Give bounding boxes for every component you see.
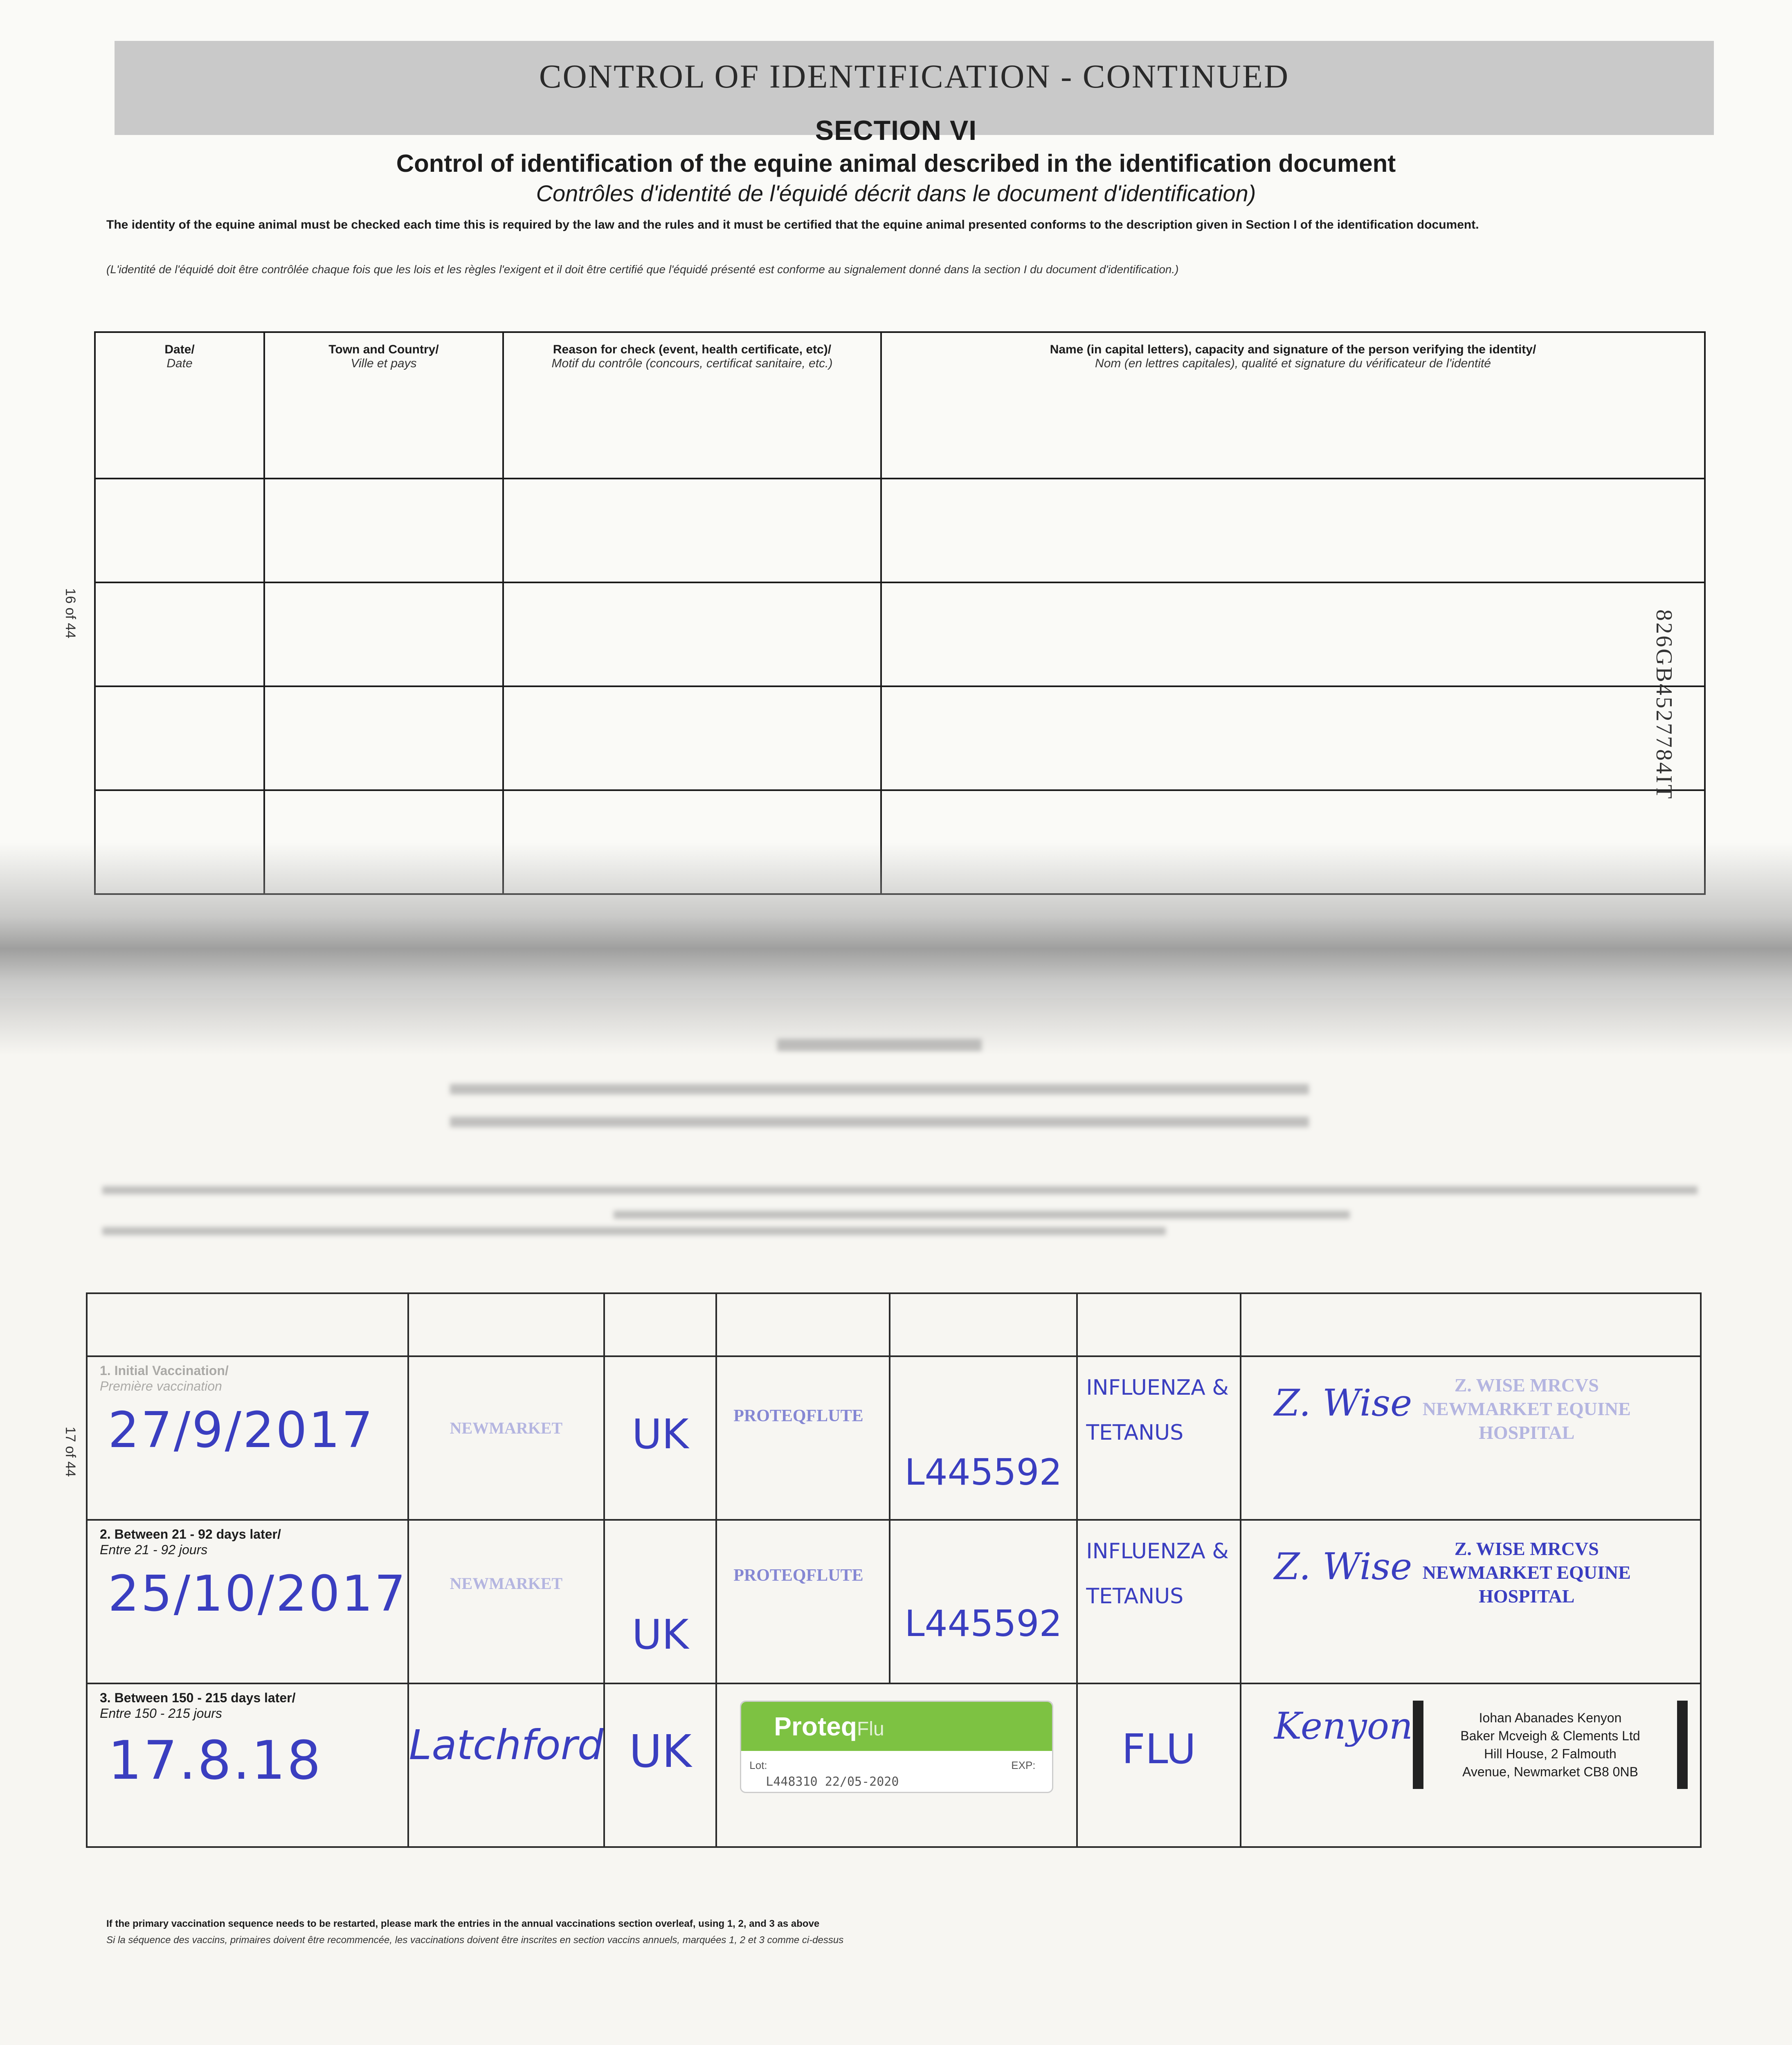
blurred-text-line (450, 1117, 1309, 1127)
vacc-date-cell[interactable] (87, 1520, 408, 1683)
vacc-country: UK (632, 1410, 689, 1458)
table-cell[interactable] (881, 686, 1705, 790)
vacc-col-date (87, 1293, 408, 1356)
identification-table (94, 331, 1706, 895)
vacc-date: 27/9/2017 (108, 1402, 375, 1459)
vacc-vet-cell[interactable] (1241, 1683, 1701, 1847)
col-reason-fr: Motif du contrôle (concours, certificat sanitaire, etc.) (551, 357, 833, 370)
sticker-exp-label: EXP: (1011, 1759, 1036, 1771)
row-label (88, 1521, 407, 1557)
vacc-disease: INFLUENZA & TETANUS (1086, 1375, 1229, 1445)
vacc-country-cell[interactable] (604, 1520, 716, 1683)
footer-note-en: If the primary vaccination sequence needs to be restarted, please mark the entries in the annual vaccinations section overleaf, using 1, 2, and 3 as above (106, 1918, 820, 1929)
vacc-disease-cell[interactable] (1077, 1356, 1241, 1520)
sticker-lot-label: Lot: (749, 1759, 767, 1771)
vacc-disease-cell[interactable] (1077, 1683, 1241, 1847)
vacc-date-cell[interactable] (87, 1683, 408, 1847)
table-cell[interactable] (95, 479, 264, 582)
row-label-en: 1. Initial Vaccination/ (100, 1363, 229, 1378)
vacc-vet-cell[interactable] (1241, 1520, 1701, 1683)
vet-signature: Kenyon (1274, 1705, 1413, 1748)
vacc-place: NEWMARKET (450, 1574, 563, 1593)
table-cell[interactable] (264, 686, 503, 790)
table-cell[interactable] (881, 479, 1705, 582)
col-town-en: Town and Country/ (328, 343, 439, 356)
vacc-disease: FLU (1122, 1725, 1196, 1773)
vacc-col-place (408, 1293, 605, 1356)
vacc-country: UK (629, 1725, 692, 1778)
vet-stamp-line: Avenue, Newmarket CB8 0NB (1462, 1764, 1638, 1779)
row-label-fr: Entre 150 - 215 jours (100, 1706, 222, 1721)
col-name-header (881, 332, 1705, 479)
vet-stamp: Z. WISE MRCVS NEWMARKET EQUINE HOSPITAL (1422, 1538, 1631, 1607)
table-row (95, 686, 1705, 790)
vacc-vet-cell[interactable] (1241, 1356, 1701, 1520)
col-reason-en: Reason for check (event, health certificate, etc)/ (553, 343, 832, 356)
col-town-fr: Ville et pays (351, 357, 417, 370)
page-gutter-blur (0, 843, 1792, 1055)
vet-stamp-line: Hill House, 2 Falmouth (1484, 1746, 1617, 1761)
vacc-col-vet (1241, 1293, 1701, 1356)
blurred-text-line (102, 1186, 1698, 1194)
vacc-country-cell[interactable] (604, 1356, 716, 1520)
vet-stamp-line: Baker Mcveigh & Clements Ltd (1460, 1728, 1640, 1743)
heading-fr: Contrôles d'identité de l'équidé décrit dans le document d'identification) (536, 180, 1256, 206)
sticker-brand-name: Proteq (774, 1712, 857, 1741)
footer-note-fr: Si la séquence des vaccins, primaires doivent être recommencée, les vaccinations doivent être inscrites en section vaccins annuels, marquées 1, 2 et 3 comme ci-dessus (106, 1935, 844, 1946)
page-number-bottom: 17 of 44 (62, 1427, 78, 1477)
sticker-brand (741, 1702, 1052, 1751)
vacc-batch-cell[interactable] (890, 1356, 1077, 1520)
col-town-header (264, 332, 503, 479)
vet-signature: Z. Wise (1274, 1382, 1412, 1425)
row-label (88, 1357, 407, 1394)
vet-stamp (1413, 1701, 1688, 1789)
vacc-col-vaccine-name (716, 1293, 890, 1356)
row-label (88, 1684, 407, 1721)
header-title: CONTROL OF IDENTIFICATION - CONTINUED (539, 58, 1290, 95)
vacc-disease-cell[interactable] (1077, 1520, 1241, 1683)
intro-fr: (L'identité de l'équidé doit être contrôlée chaque fois que les lois et les règles l'exigent et il doit être certifié que l'équidé présenté est conforme au signalement donné dans la section I du document d'identification.) (106, 263, 1179, 276)
vacc-col-batch (890, 1293, 1077, 1356)
vet-stamp-line: Iohan Abanades Kenyon (1479, 1710, 1622, 1725)
vacc-vaccine-cell[interactable] (716, 1356, 890, 1520)
sticker-lot-number: L448310 22/05-2020 (766, 1775, 899, 1789)
vet-signature: Z. Wise (1274, 1545, 1412, 1588)
vacc-vaccine-cell[interactable] (716, 1520, 890, 1683)
table-cell[interactable] (264, 582, 503, 686)
table-row (95, 479, 1705, 582)
col-date-fr: Date (166, 357, 193, 370)
vacc-place-cell[interactable] (408, 1520, 605, 1683)
vaccination-table (86, 1292, 1702, 1848)
vacc-vaccine-name: PROTEQFLUTE (733, 1407, 863, 1425)
vacc-place: NEWMARKET (450, 1419, 563, 1437)
table-cell[interactable] (503, 582, 881, 686)
row-label-en: 2. Between 21 - 92 days later/ (100, 1527, 281, 1542)
vacc-place-cell[interactable] (408, 1683, 605, 1847)
col-date-header (95, 332, 264, 479)
vacc-col-disease (1077, 1293, 1241, 1356)
vacc-place-cell[interactable] (408, 1356, 605, 1520)
table-row (95, 582, 1705, 686)
col-name-fr: Nom (en lettres capitales), qualité et signature du vérificateur de l'identité (1095, 357, 1491, 370)
row-label-en: 3. Between 150 - 215 days later/ (100, 1690, 296, 1705)
vacc-date: 17.8.18 (108, 1729, 323, 1791)
blurred-text-line (614, 1211, 1350, 1219)
vacc-row-3 (87, 1683, 1701, 1847)
sticker-brand-sub: Flu (857, 1718, 884, 1740)
col-reason-header (503, 332, 881, 479)
vacc-header-row (87, 1293, 1701, 1356)
blurred-heading (777, 1039, 982, 1051)
section-title: SECTION VI (815, 115, 977, 146)
vacc-country: UK (632, 1611, 689, 1658)
table-cell[interactable] (95, 686, 264, 790)
table-cell[interactable] (95, 582, 264, 686)
col-date-en: Date/ (164, 343, 195, 356)
vacc-date-cell[interactable] (87, 1356, 408, 1520)
row-label-fr: Entre 21 - 92 jours (100, 1542, 208, 1557)
vacc-row-1 (87, 1356, 1701, 1520)
table-header-row (95, 332, 1705, 479)
vacc-vaccine-name: PROTEQFLUTE (733, 1566, 863, 1585)
vaccine-sticker (740, 1701, 1053, 1793)
row-label-fr: Première vaccination (100, 1379, 222, 1393)
table-cell[interactable] (503, 479, 881, 582)
vet-stamp: Z. WISE MRCVS NEWMARKET EQUINE HOSPITAL (1422, 1375, 1631, 1443)
vacc-vaccine-cell[interactable] (716, 1683, 1077, 1847)
blurred-text-line (102, 1227, 1166, 1235)
intro-en: The identity of the equine animal must be checked each time this is required by the law and the rules and it must be certified that the equine animal presented conforms to the description given in Section I of the identification document. (106, 218, 1479, 231)
blurred-text-line (450, 1084, 1309, 1094)
table-cell[interactable] (881, 582, 1705, 686)
vacc-date: 25/10/2017 (108, 1566, 407, 1623)
vacc-batch: L445592 (904, 1451, 1062, 1493)
vacc-col-country (604, 1293, 716, 1356)
table-cell[interactable] (264, 479, 503, 582)
vacc-batch: L445592 (904, 1602, 1062, 1645)
heading-en: Control of identification of the equine animal described in the identification document (396, 150, 1396, 177)
vacc-batch-cell[interactable] (890, 1520, 1077, 1683)
vacc-disease: INFLUENZA & TETANUS (1086, 1539, 1229, 1609)
table-cell[interactable] (503, 686, 881, 790)
page-number-top: 16 of 44 (62, 588, 78, 638)
vacc-place: Latchford (409, 1721, 604, 1769)
document-id: 826GB4527784IT (1651, 609, 1677, 800)
vacc-row-2 (87, 1520, 1701, 1683)
col-name-en: Name (in capital letters), capacity and signature of the person verifying the identity/ (1050, 343, 1536, 356)
vacc-country-cell[interactable] (604, 1683, 716, 1847)
